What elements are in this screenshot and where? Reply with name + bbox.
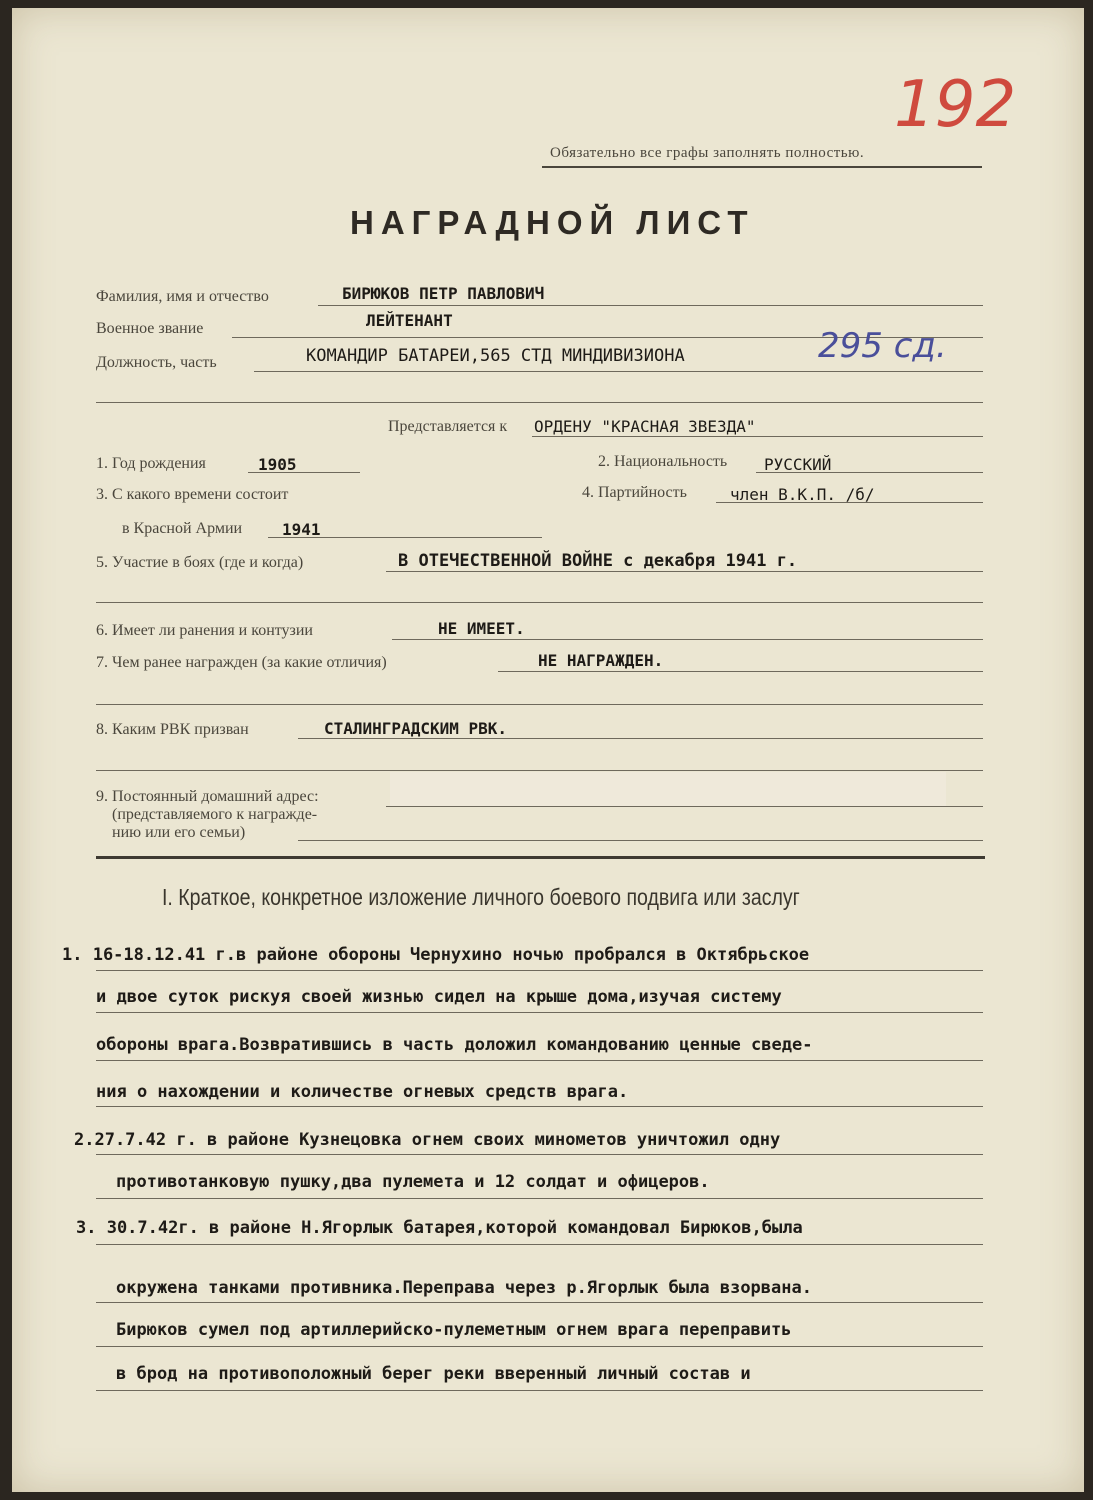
address-line-1 [386, 806, 983, 807]
narrative-rule-9 [96, 1346, 983, 1347]
nationality-value: РУССКИЙ [764, 455, 832, 474]
section-heading: I. Краткое, конкретное изложение личного боевого подвига или заслуг [162, 884, 800, 910]
prior-awards-extra-line [96, 704, 983, 705]
rvk-extra-line [96, 770, 983, 771]
page-number-annotation: 192 [894, 68, 1017, 142]
address-line-2 [298, 840, 983, 841]
birth-year-label: 1. Год рождения [96, 455, 206, 472]
red-army-label: в Красной Армии [122, 520, 243, 537]
nationality-label: 2. Национальность [598, 453, 728, 470]
battles-label: 5. Участие в боях (где и когда) [96, 554, 304, 571]
redacted-address [390, 772, 946, 806]
rank-label: Военное звание [96, 320, 204, 337]
narrative-line-6: противотанковую пушку,два пулемета и 12 солдат и офицеров. [116, 1172, 710, 1192]
service-since-label: 3. С какого времени состоит [96, 486, 289, 503]
narrative-line-4: ния о нахождении и количестве огневых средств врага. [96, 1082, 629, 1102]
unit-annotation: 295 сд. [818, 326, 947, 366]
battles-value: В ОТЕЧЕСТВЕННОЙ ВОЙНЕ с декабря 1941 г. [398, 551, 798, 571]
address-label-end: нию или его семьи) [112, 824, 246, 841]
narrative-line-8: окружена танками противника.Переправа через р.Ягорлык была взорвана. [116, 1278, 812, 1298]
wounds-label: 6. Имеет ли ранения и контузии [96, 622, 313, 639]
party-value: член В.К.П. /б/ [730, 485, 875, 504]
rvk-label: 8. Каким РВК призван [96, 721, 249, 738]
narrative-rule-8 [96, 1302, 983, 1303]
name-line [318, 305, 983, 306]
party-label: 4. Партийность [582, 484, 687, 501]
narrative-line-2: и двое суток рискуя своей жизнью сидел на крыше дома,изучая систему [96, 987, 782, 1007]
battles-line [386, 571, 983, 572]
narrative-rule-7 [96, 1244, 983, 1245]
narrative-line-7: 3. 30.7.42г. в районе Н.Ягорлык батарея,которой командовал Бирюков,была [76, 1218, 803, 1238]
name-label: Фамилия, имя и отчество [96, 288, 269, 305]
prior-awards-line [498, 671, 983, 672]
name-value: БИРЮКОВ ПЕТР ПАВЛОВИЧ [342, 284, 545, 303]
position-label: Должность, часть [96, 354, 217, 371]
service-since-value: 1941 [282, 520, 321, 539]
narrative-rule-5 [96, 1154, 983, 1155]
narrative-rule-1 [96, 970, 983, 971]
battles-extra-line [96, 602, 983, 603]
award-label: Представляется к [388, 418, 508, 435]
birth-year-value: 1905 [258, 455, 297, 474]
position-value: КОМАНДИР БАТАРЕИ,565 СТД МИНДИВИЗИОНА [306, 346, 685, 366]
narrative-line-5: 2.27.7.42 г. в районе Кузнецовка огнем своих минометов уничтожил одну [74, 1130, 781, 1150]
notice-underline [542, 166, 982, 168]
wounds-value: НЕ ИМЕЕТ. [438, 619, 525, 638]
position-line [254, 371, 983, 372]
award-sheet-page [12, 8, 1084, 1492]
narrative-line-10: в брод на противоположный берег реки вверенный личный состав и [116, 1364, 751, 1384]
narrative-rule-4 [96, 1106, 983, 1107]
narrative-rule-6 [96, 1198, 983, 1199]
address-label-continued: (представляемого к награжде- [112, 806, 318, 823]
award-value: ОРДЕНУ "КРАСНАЯ ЗВЕЗДА" [534, 417, 756, 436]
position-extra-line [96, 402, 983, 403]
narrative-line-1: 1. 16-18.12.41 г.в районе обороны Чернухино ночью пробрался в Октябрьское [62, 945, 810, 965]
rvk-line [298, 738, 983, 739]
narrative-rule-10 [96, 1390, 983, 1391]
section-separator [96, 856, 985, 859]
rank-value: ЛЕЙТЕНАНТ [366, 311, 453, 330]
address-label: 9. Постоянный домашний адрес: [96, 788, 319, 805]
narrative-line-9: Бирюков сумел под артиллерийско-пулеметным огнем врага переправить [116, 1320, 792, 1340]
prior-awards-value: НЕ НАГРАЖДЕН. [538, 651, 664, 670]
rvk-value: СТАЛИНГРАДСКИМ РВК. [324, 719, 508, 738]
award-line [532, 436, 983, 437]
narrative-line-3: обороны врага.Возвратившись в часть доложил командованию ценные сведе- [96, 1035, 813, 1055]
wounds-line [392, 639, 983, 640]
narrative-rule-2 [96, 1012, 983, 1013]
document-title: НАГРАДНОЙ ЛИСТ [350, 204, 755, 241]
narrative-rule-3 [96, 1060, 983, 1061]
fill-all-notice: Обязательно все графы заполнять полностью. [550, 145, 865, 161]
prior-awards-label: 7. Чем ранее награжден (за какие отличия) [96, 654, 387, 671]
